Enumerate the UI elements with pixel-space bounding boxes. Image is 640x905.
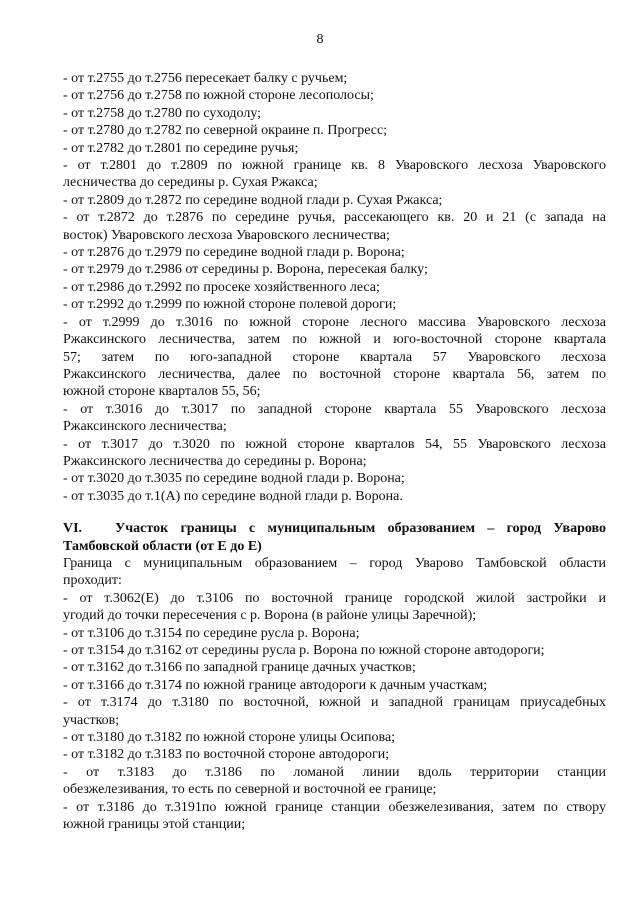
text-line: - от т.3106 до т.3154 по середине русла р. Ворона; bbox=[63, 625, 360, 641]
section-heading-line-2: Тамбовской области (от Е до Е) bbox=[63, 538, 262, 554]
text-line: Ржаксинского лесничества, затем по южной и юго-восточной стороне квартала bbox=[63, 332, 606, 348]
text-line: - от т.3186 до т.3191по южной границе станции обезжелезивания, затем по створу bbox=[63, 799, 606, 815]
text-line: - от т.3062(Е) до т.3106 по восточной границе городской жилой застройки и bbox=[63, 590, 606, 606]
text-line: - от т.3035 до т.1(А) по середине водной глади р. Ворона. bbox=[63, 488, 403, 504]
text-line: - от т.3183 до т.3186 по ломаной линии вдоль территории станции bbox=[63, 764, 606, 780]
text-line: Ржаксинского лесничества, далее по восточной стороне квартала 56, затем по bbox=[63, 366, 606, 382]
text-line: южной стороне кварталов 55, 56; bbox=[63, 384, 261, 400]
text-line: - от т.3020 до т.3035 по середине водной глади р. Ворона; bbox=[63, 471, 405, 487]
section-number: VI. bbox=[63, 521, 83, 537]
text-line: угодий до точки пересечения с р. Ворона (в районе улицы Заречной); bbox=[63, 608, 477, 624]
text-line: - от т.3174 до т.3180 по восточной, южной и западной границам приусадебных bbox=[63, 695, 606, 711]
text-line: - от т.2755 до т.2756 пересекает балку с ручьем; bbox=[63, 71, 348, 86]
text-line: обезжелезивания, то есть по северной и восточной ее границе; bbox=[63, 782, 437, 798]
text-line: лесничества до середины р. Сухая Ржакса; bbox=[63, 175, 318, 191]
text-line: южной границы этой станции; bbox=[63, 817, 246, 833]
text-line: - от т.2876 до т.2979 по середине водной глади р. Ворона; bbox=[63, 245, 405, 261]
text-line: - от т.3016 до т.3017 по западной стороне квартала 55 Уваровского лесхоза bbox=[63, 401, 606, 417]
text-line: - от т.2872 до т.2876 по середине ручья, рассекающего кв. 20 и 21 (с запада на bbox=[63, 210, 606, 226]
text-line: - от т.3166 до т.3174 по южной границе автодороги к дачным участкам; bbox=[63, 677, 488, 693]
section-heading bbox=[63, 520, 606, 555]
section-heading-line-1 bbox=[63, 520, 606, 537]
text-line: - от т.2986 до т.2992 по просеке хозяйственного леса; bbox=[63, 279, 380, 295]
text-line: - от т.3180 до т.3182 по южной стороне улицы Осипова; bbox=[63, 730, 396, 746]
text-line: Ржаксинского лесничества до середины р. Ворона; bbox=[63, 453, 367, 469]
text-line: - от т.3182 до т.3183 по восточной стороне автодороги; bbox=[63, 747, 390, 763]
text-line: Ржаксинского лесничества; bbox=[63, 419, 227, 435]
boundary-section-b bbox=[63, 555, 606, 834]
text-line: - от т.2979 до т.2986 от середины р. Ворона, пересекая балку; bbox=[63, 262, 428, 278]
text-line: - от т.3162 до т.3166 по западной границе дачных участков; bbox=[63, 660, 416, 676]
text-line: восток) Уваровского лесхоза Уваровского лесничества; bbox=[63, 227, 390, 243]
text-line: - от т.2780 до т.2782 по северной окраине п. Прогресс; bbox=[63, 123, 388, 139]
text-line: Граница с муниципальным образованием – город Уварово Тамбовской области bbox=[63, 555, 606, 571]
document-body bbox=[63, 70, 606, 833]
text-line: проходит: bbox=[63, 573, 122, 589]
section-heading-title: Участок границы с муниципальным образованием – город Уварово bbox=[115, 521, 606, 537]
text-line: - от т.2756 до т.2758 по южной стороне лесополосы; bbox=[63, 88, 374, 104]
page-number: 8 bbox=[316, 32, 324, 47]
text-line: 57; затем по юго-западной стороне квартала 57 Уваровского лесхоза bbox=[63, 349, 606, 365]
text-line: - от т.2782 до т.2801 по середине ручья; bbox=[63, 140, 299, 156]
text-line: - от т.2999 до т.3016 по южной стороне лесного массива Уваровского лесхоза bbox=[63, 314, 606, 330]
text-line: - от т.2801 до т.2809 по южной границе кв. 8 Уваровского лесхоза Уваровского bbox=[63, 158, 606, 174]
text-line: - от т.2758 до т.2780 по суходолу; bbox=[63, 105, 262, 121]
text-line: - от т.2809 до т.2872 по середине водной глади р. Сухая Ржакса; bbox=[63, 192, 443, 208]
text-line: - от т.3017 до т.3020 по южной стороне кварталов 54, 55 Уваровского лесхоза bbox=[63, 436, 606, 452]
text-line: - от т.2992 до т.2999 по южной стороне полевой дороги; bbox=[63, 297, 397, 313]
text-line: - от т.3154 до т.3162 от середины русла р. Ворона по южной стороне автодороги; bbox=[63, 643, 545, 658]
text-line: участков; bbox=[63, 712, 120, 728]
boundary-section-a bbox=[63, 70, 606, 505]
